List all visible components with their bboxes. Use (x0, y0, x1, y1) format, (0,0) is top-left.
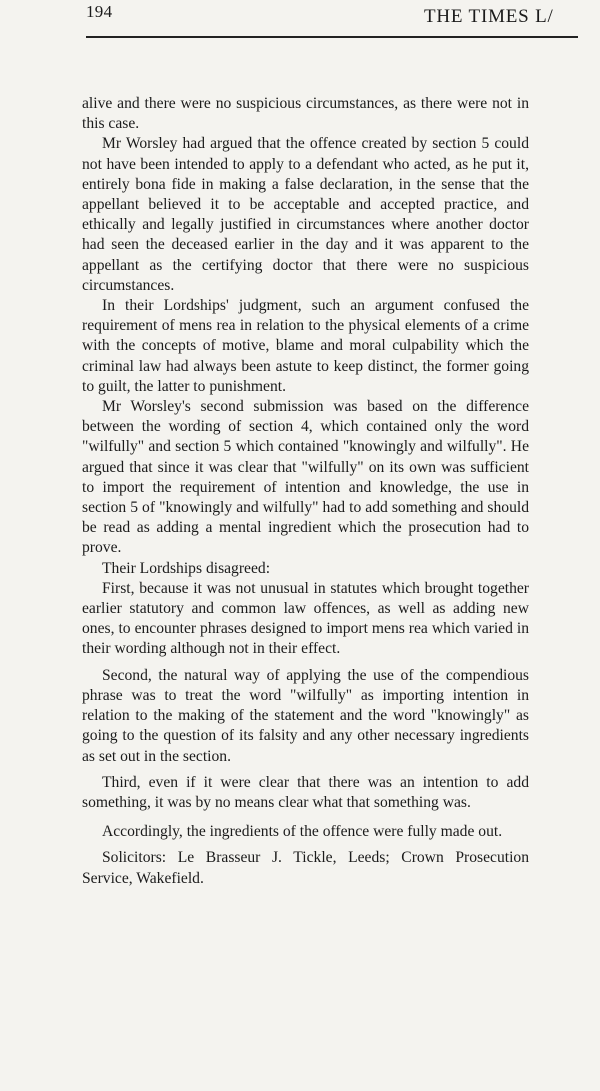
paragraph: Mr Worsley's second submission was based on the difference between the wording of section 4, which contained only the word "wilfully" and section 5 which contained "knowingly and wilfully". He argued that since it was clear that "wilfully" on its own was sufficient to import the requirement of intention and knowledge, the use in section 5 of "knowingly and wilfully" had to add something and should be read as adding a mental ingredient which the prosecution had to prove. (82, 398, 529, 557)
running-head: THE TIMES L/ (424, 6, 554, 27)
paragraph: First, because it was not unusual in statutes which brought together earlier statutory and common law offences, as well as adding new ones, to encounter phrases designed to import mens rea which varied in their wording although not in their effect. (82, 579, 529, 658)
header-rule (86, 36, 578, 38)
paragraph: Accordingly, the ingredients of the offence were fully made out. (102, 823, 503, 841)
paragraph: Third, even if it were clear that there was an intention to add something, it was by no means clear what that something was. (82, 773, 529, 811)
paragraph: Mr Worsley had argued that the offence created by section 5 could not have been intended to apply to a defendant who acted, as he put it, entirely bona fide in making a false declaration, in the sense that the appellant believed it to be acceptable and accepted practice, and ethically and legally justified in circumstances where another doctor had seen the deceased earlier in the day and it was apparent to the appellant as the certifying doctor that there were no suspicious circumstances. (82, 135, 529, 294)
article-body (82, 94, 529, 889)
paragraph: Solicitors: Le Brasseur J. Tickle, Leeds; Crown Prosecution Service, Wakefield. (82, 849, 529, 887)
paragraph: Their Lordships disagreed: (102, 559, 271, 577)
paragraph: Second, the natural way of applying the use of the compendious phrase was to treat the word "wilfully" as importing intention in relation to the making of the statement and the word "knowingly" as going to the question of its falsity and any other necessary ingredients as set out in the section. (82, 666, 529, 765)
paragraph: alive and there were no suspicious circumstances, as there were not in this case. (82, 95, 529, 133)
page-number: 194 (86, 2, 113, 21)
paragraph: In their Lordships' judgment, such an argument confused the requirement of mens rea in relation to the physical elements of a crime with the concepts of motive, blame and moral culpability which the criminal law had always been astute to keep distinct, the former going to guilt, the latter to punishment. (82, 297, 529, 395)
